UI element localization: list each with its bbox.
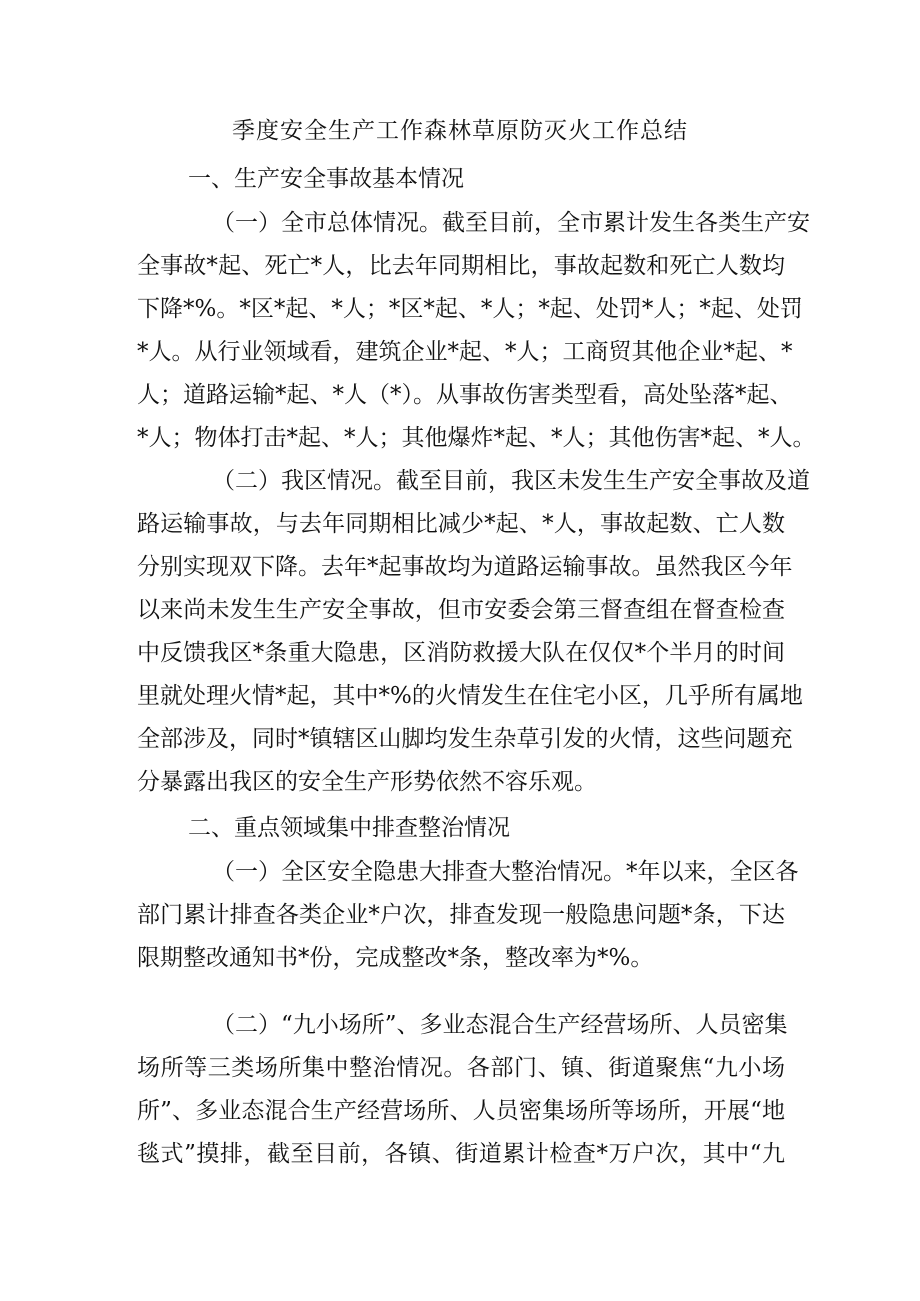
paragraph-line: 限期整改通知书*份，完成整改*条，整改率为*%。: [137, 945, 654, 971]
paragraph-line: 中反馈我区*条重大隐患，区消防救援大队在仅仅*个半月的时间: [137, 640, 785, 666]
paragraph-line: （一）全市总体情况。截至目前，全市累计发生各类生产安: [212, 210, 810, 236]
paragraph-line: *人；物体打击*起、*人；其他爆炸*起、*人；其他伤害*起、*人。: [137, 425, 816, 451]
paragraph-line: 里就处理火情*起，其中*%的火情发生在住宅小区，几乎所有属地: [137, 683, 803, 709]
paragraph-line: 分暴露出我区的安全生产形势依然不容乐观。: [137, 769, 597, 795]
paragraph-line: （二）“九小场所”、多业态混合生产经营场所、人员密集: [212, 1012, 788, 1038]
paragraph-line: 以来尚未发生生产安全事故，但市安委会第三督查组在督查检查: [137, 597, 785, 623]
section-heading-2: 二、重点领域集中排查整治情况: [188, 815, 510, 841]
paragraph-line: 路运输事故，与去年同期相比减少*起、*人，事故起数、亡人数: [137, 511, 785, 537]
section-heading-1: 一、生产安全事故基本情况: [188, 166, 464, 192]
paragraph-line: 全事故*起、死亡*人，比去年同期相比，事故起数和死亡人数均: [137, 253, 785, 279]
paragraph-line: *人。从行业领域看，建筑企业*起、*人；工商贸其他企业*起、*: [137, 339, 793, 365]
paragraph-line: 下降*%。*区*起、*人；*区*起、*人；*起、处罚*人；*起、处罚: [137, 296, 803, 322]
paragraph-line: 场所等三类场所集中整治情况。各部门、镇、街道聚焦“九小场: [137, 1055, 785, 1081]
paragraph-line: 所”、多业态混合生产经营场所、人员密集场所等场所，开展“地: [137, 1098, 785, 1124]
paragraph-line: 分别实现双下降。去年*起事故均为道路运输事故。虽然我区今年: [137, 554, 793, 580]
paragraph-line: 部门累计排查各类企业*户次，排查发现一般隐患问题*条，下达: [137, 902, 785, 928]
paragraph-line: 全部涉及，同时*镇辖区山脚均发生杂草引发的火情，这些问题充: [137, 726, 793, 752]
paragraph-line: 毯式”摸排，截至目前，各镇、街道累计检查*万户次，其中“九: [137, 1141, 785, 1167]
document-title: 季度安全生产工作森林草原防灭火工作总结: [232, 118, 688, 144]
paragraph-line: （一）全区安全隐患大排查大整治情况。*年以来，全区各: [212, 859, 799, 885]
paragraph-line: （二）我区情况。截至目前，我区未发生生产安全事故及道: [212, 468, 810, 494]
paragraph-line: 人；道路运输*起、*人（*）。从事故伤害类型看，高处坠落*起、: [137, 382, 793, 408]
